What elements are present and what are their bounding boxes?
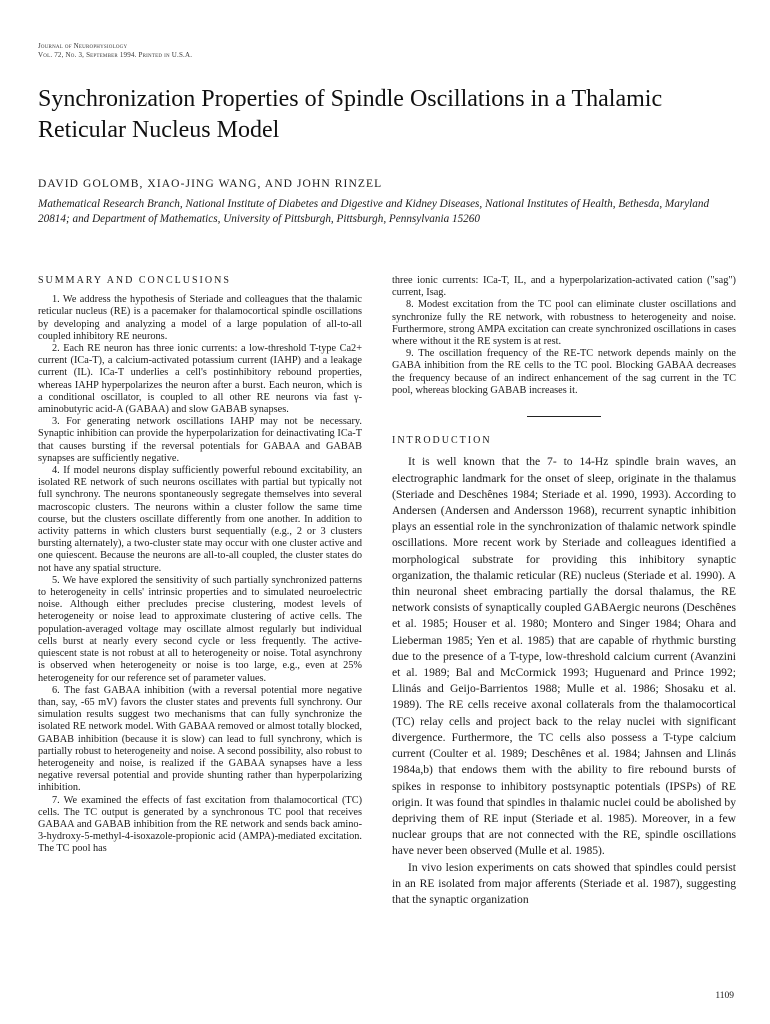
- summary-heading: SUMMARY AND CONCLUSIONS: [38, 275, 231, 286]
- summary-paragraph: 4. If model neurons display sufficiently powerful rebound excitability, an isolated RE network of such neurons oscillates with partial but typically not full synchrony. The neurons spontaneously segregate themselves into several macroscopic clusters. The neurons within a cluster follow the same time course, but the clusters oscillate differently from one another. In addition to activity patterns in which clusters burst sequentially (e.g., 2 or 3 clusters bursting alternately), a two-cluster state may occur with one cluster active and one quiescent. Because the neurons are all-to-all coupled, the cluster states do not have any spatial structure.: [38, 465, 362, 574]
- summary-paragraph: 1. We address the hypothesis of Steriade and colleagues that the thalamic reticular nucleus (RE) is a pacemaker for thalamocortical spindle oscillations by developing and analyzing a model of a large population of all-to-all coupled inhibitory RE neurons.: [38, 294, 362, 342]
- summary-paragraph: 6. The fast GABAA inhibition (with a reversal potential more negative than, say, -65 mV) favors the cluster states and prevents full synchrony. Our simulation results suggest two mechanisms that can fully synchronize the isolated RE network model. With GABAA removed or almost totally blocked, GABAB inhibition (because it is slow) can lead to full synchrony, which is partially robust to heterogeneity and noise. A second possibility, also robust to heterogeneity and noise, is realized if the GABAA synapses have a less negative reversal potential and provide shunting rather than hyperpolarizing inhibition.: [38, 684, 362, 794]
- introduction-heading: INTRODUCTION: [392, 435, 492, 447]
- summary-paragraph: 9. The oscillation frequency of the RE-TC network depends mainly on the GABA inhibition from the RE cells to the TC pool. Blocking GABAA decreases the frequency because of an indirect enhancement of the sag current in the TC pool, whereas blocking GABAB increases it.: [392, 348, 736, 396]
- introduction-paragraph: In vivo lesion experiments on cats showed that spindles could persist in an RE isolated from major afferents (Steriade et al. 1987), suggesting that the synaptic organization: [392, 860, 736, 906]
- summary-paragraph: 7. We examined the effects of fast excitation from thalamocortical (TC) cells. The TC output is generated by a synchronous TC pool that receives GABAA and GABAB inhibition from the RE network and sends back amino-3-hydroxy-5-methyl-4-isoxazole-propionic acid (AMPA)-mediated excitation. The TC pool has: [38, 794, 362, 855]
- issue-line: Vol. 72, No. 3, September 1994. Printed in U.S.A.: [38, 51, 193, 59]
- summary-paragraph: 8. Modest excitation from the TC pool can eliminate cluster oscillations and synchronize fully the RE network, with robustness to heterogeneity and noise. Furthermore, strong AMPA excitation can create synchronized oscillations in cases where without it the RE system is at rest.: [392, 299, 736, 348]
- affiliation: Mathematical Research Branch, National Institute of Diabetes and Digestive and Kidney Diseases, National Institutes of Health, Bethesda, Maryland 20814; and Department of Mathematics, University of Pittsburgh, Pittsburgh, Pennsylvania 15260: [38, 198, 710, 225]
- journal-name: Journal of Neurophysiology: [38, 42, 128, 50]
- page-number: 1109: [715, 991, 734, 1001]
- left-column: [38, 275, 362, 856]
- introduction-paragraph: It is well known that the 7- to 14-Hz spindle brain waves, an electrographic landmark for the onset of sleep, originate in the thalamus (Steriade and Deschênes 1984; Steriade et al. 1990, 1993). According to Andersen (Andersen and Andersson 1968), recurrent synaptic inhibition plays an essential role in the synchronization of thalamic network spindle oscillations. More recent work by Steriade and colleagues identified a morphological substrate for providing this inhibitory synaptic organization, the thalamic reticular (RE) nucleus (Steriade et al. 1990). A thin neuronal sheet embracing partially the dorsal thalamus, the RE network consists of synaptically coupled GABAergic neurons (Deschênes et al. 1985; Houser et al. 1980; Montero and Singer 1984; Ohara and Lieberman 1985; Yen et al. 1985) that are capable of rhythmic bursting due to the presence of a T-type, low-threshold calcium current (Avanzini et al. 1989; Bal and McCormick 1993; Huguenard and Prince 1992; Llinás and Geijo-Barrientos 1988; Mulle et al. 1986; Shosaku et al. 1989). The RE cells receive axonal collaterals from the thalamocortical (TC) relay cells and project back to the relay nuclei with significant divergence. Furthermore, the TC cells also possess a T-type calcium current (Coulter et al. 1989; Deschênes et al. 1984; Jahnsen and Llinás 1984a,b) that endows them with the ability to fire rebound bursts of spikes in response to inhibitory postsynaptic potentials (IPSPs) of RE origin. It was found that spindles in thalamic nuclei could be abolished by depriving them of RE input (Steriade et al. 1985). Moreover, in a few nuclear groups that are not connected with the RE, spindle oscillations have never been observed (Mulle et al. 1985).: [392, 455, 736, 858]
- summary-paragraph-continued: three ionic currents: ICa-T, IL, and a hyperpolarization-activated cation ("sag") current, Isag.: [392, 275, 736, 299]
- running-head: [38, 42, 192, 60]
- summary-paragraph: 5. We have explored the sensitivity of such partially synchronized patterns to heterogeneity in cells' intrinsic properties and to simulated neuroelectric noise. Although either precludes precise clustering, modest levels of heterogeneity or noise lead to approximate clustering of active cells. The population-averaged voltage may oscillate almost regularly but individual cells burst at nearly every second cycle or less frequently. The active-quiescent state is not robust at all to heterogeneity or noise. Total asynchrony is observed when heterogeneity or noise is too large, e.g., even at 25% heterogeneity for our reference set of parameter values.: [38, 574, 362, 684]
- right-column: [392, 275, 736, 908]
- summary-paragraph: 3. For generating network oscillations IAHP may not be necessary. Synaptic inhibition can provide the hyperpolarization for deinactivating ICa-T that causes bursting if the reversal potentials for GABAA and GABAB synapses are sufficiently negative.: [38, 416, 362, 464]
- article-title: Synchronization Properties of Spindle Oscillations in a Thalamic Reticular Nucleus Model: [38, 86, 663, 143]
- author-list: DAVID GOLOMB, XIAO-JING WANG, AND JOHN RINZEL: [38, 178, 383, 190]
- summary-paragraph: 2. Each RE neuron has three ionic currents: a low-threshold T-type Ca2+ current (ICa-T), a calcium-activated potassium current (IAHP) and a leakage current (IL). ICa-T underlies a cell's postinhibitory rebound properties, whereas IAHP hyperpolarizes the neuron after a burst. Each neuron, which is a conditional oscillator, is coupled to all other RE neurons via fast γ-aminobutyric acid-A (GABAA) and slow GABAB synapses.: [38, 343, 362, 416]
- introduction-section: [392, 435, 736, 908]
- section-divider: [392, 409, 736, 421]
